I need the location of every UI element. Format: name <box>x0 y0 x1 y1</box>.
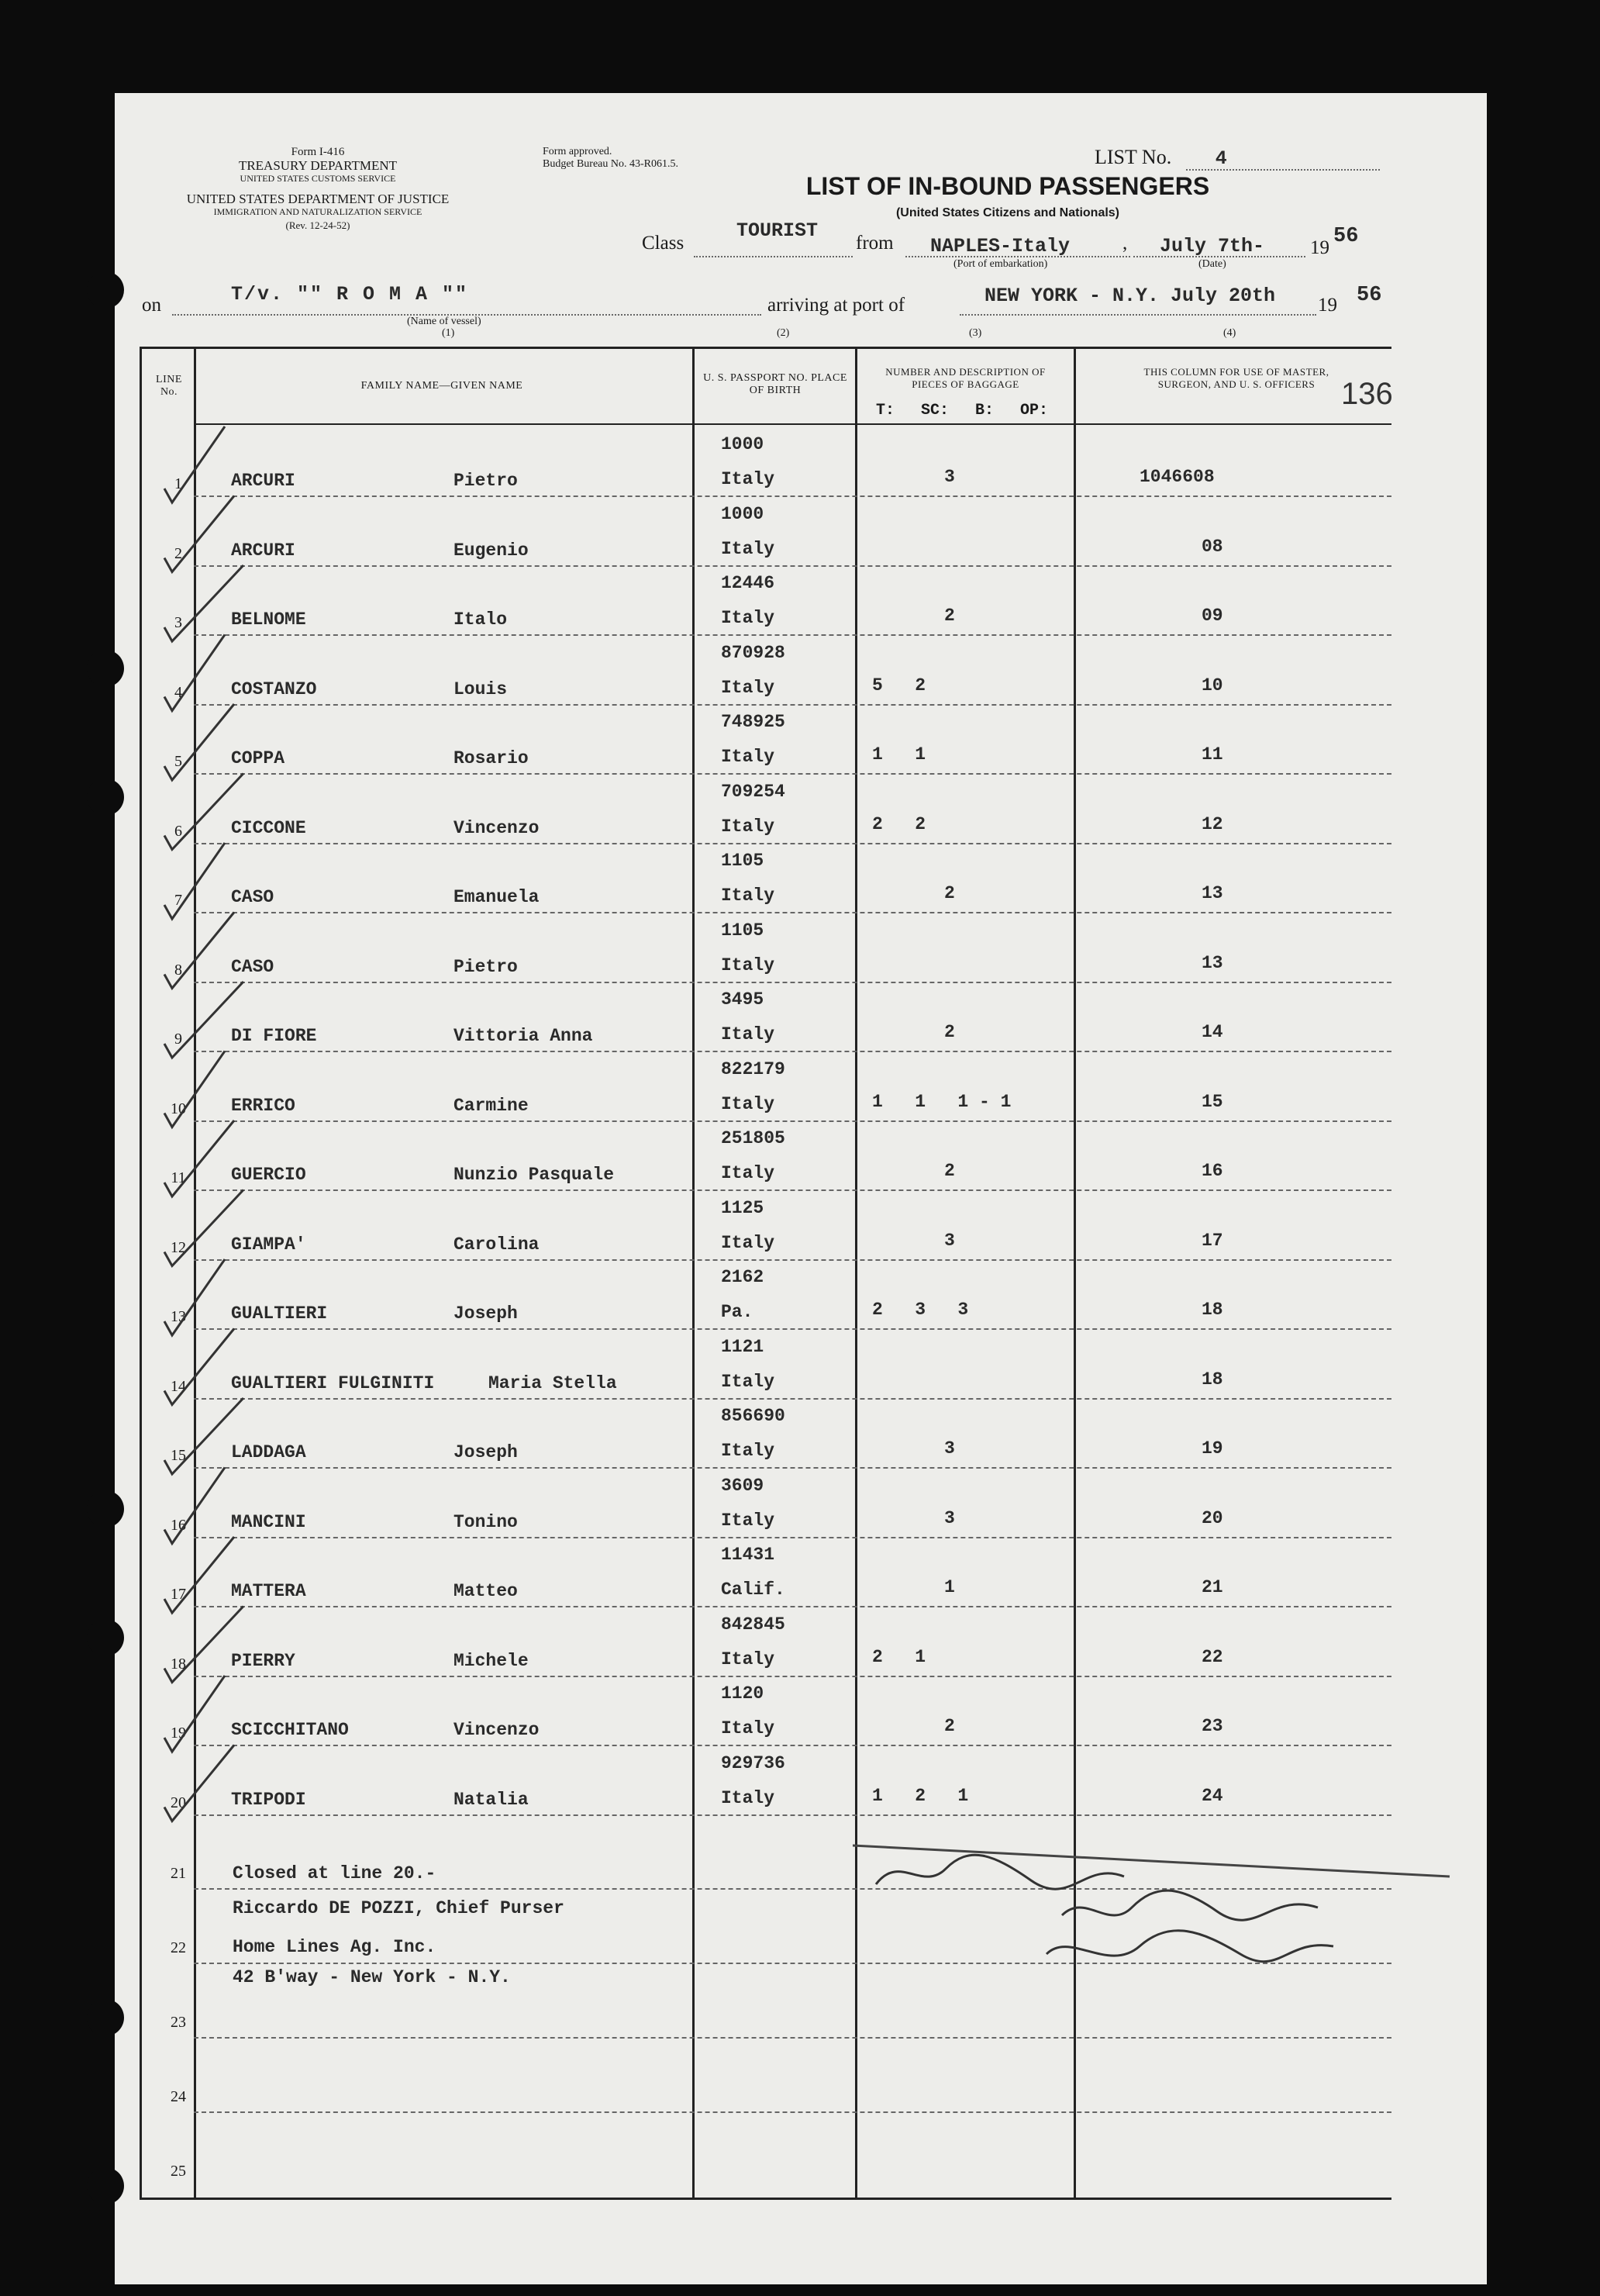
line-number: 8 <box>174 961 182 979</box>
line-number: 19 <box>171 1725 186 1742</box>
treasury-title: TREASURY DEPARTMENT <box>238 158 398 173</box>
line-number: 24 <box>171 2088 186 2105</box>
given-name: Matteo <box>453 1581 518 1601</box>
baggage-count: 2 <box>944 1716 955 1736</box>
class-value: TOURIST <box>736 219 819 242</box>
officer-entry: 10 <box>1202 675 1223 696</box>
arriving-label: arriving at port of <box>767 295 905 316</box>
passport-number: 1000 <box>721 434 764 454</box>
baggage-count: 2 <box>944 1022 955 1042</box>
line-number: 20 <box>171 1794 186 1811</box>
row-divider <box>194 565 1391 567</box>
family-name: COPPA <box>231 748 285 768</box>
baggage-column-number: (3) <box>969 327 982 339</box>
passport-header: U. S. PASSPORT NO. PLACE OF BIRTH <box>703 372 847 396</box>
officer-entry: 15 <box>1202 1091 1223 1112</box>
passport-number: 3495 <box>721 989 764 1010</box>
row-divider <box>194 1814 1391 1816</box>
row-divider <box>194 843 1391 844</box>
officer-entry: 14 <box>1202 1022 1223 1042</box>
passport-number: 748925 <box>721 712 785 732</box>
approval-block <box>543 146 678 171</box>
check-mark <box>164 635 225 711</box>
class-dots <box>694 256 853 257</box>
officer-entry: 18 <box>1202 1369 1223 1390</box>
officer-entry: 23 <box>1202 1716 1223 1736</box>
family-name: ARCURI <box>231 471 295 491</box>
table-top-border <box>140 347 1391 349</box>
baggage-count: 3 <box>944 467 955 487</box>
given-name: Joseph <box>453 1442 518 1462</box>
row-divider <box>194 1259 1391 1261</box>
row-divider <box>194 1051 1391 1052</box>
passport-number: 3609 <box>721 1475 764 1496</box>
line-number: 3 <box>174 614 182 631</box>
family-name: GUERCIO <box>231 1165 306 1185</box>
given-name: Italo <box>453 609 508 630</box>
place-of-birth: Italy <box>721 1441 775 1461</box>
arrival-dots <box>960 314 1316 316</box>
place-of-birth: Italy <box>721 747 775 767</box>
line-number: 1 <box>174 475 182 492</box>
officer-entry: 17 <box>1202 1230 1223 1251</box>
embark-date-value: July 7th- <box>1160 235 1265 257</box>
vessel-name: T/v. "" R O M A "" <box>231 283 469 306</box>
line-number: 10 <box>171 1100 186 1117</box>
officer-entry: 13 <box>1202 952 1223 973</box>
treasury-block <box>194 146 442 185</box>
baggage-count: 1 <box>944 1577 955 1597</box>
check-mark <box>164 774 243 850</box>
line-number: 14 <box>171 1377 186 1395</box>
family-name: GUALTIERI <box>231 1303 328 1324</box>
passport-number: 251805 <box>721 1128 785 1148</box>
binder-hole <box>87 1999 124 2036</box>
closing-line-2: Riccardo DE POZZI, Chief Purser <box>233 1898 564 1918</box>
binder-hole <box>87 650 124 687</box>
place-of-birth: Italy <box>721 677 775 698</box>
family-name: DI FIORE <box>231 1026 317 1046</box>
place-of-birth: Italy <box>721 1024 775 1044</box>
baggage-count: 2 1 <box>872 1646 926 1667</box>
place-of-birth: Italy <box>721 1787 775 1808</box>
place-of-birth: Italy <box>721 1232 775 1253</box>
check-mark <box>164 1607 243 1683</box>
arrival-year-prefix: 19 <box>1318 295 1337 316</box>
line-number: 4 <box>174 683 182 701</box>
check-mark <box>164 496 234 572</box>
place-of-birth: Italy <box>721 886 775 906</box>
from-label: from <box>856 233 894 254</box>
place-of-birth: Italy <box>721 469 775 489</box>
place-of-birth: Italy <box>721 1718 775 1738</box>
place-of-birth: Italy <box>721 1163 775 1183</box>
officer-column-number: (4) <box>1223 327 1236 339</box>
place-of-birth: Italy <box>721 816 775 837</box>
check-mark <box>164 426 225 502</box>
table-bottom-border <box>140 2198 1391 2200</box>
date-caption: (Date) <box>1198 258 1226 270</box>
check-mark <box>164 1051 225 1127</box>
binder-hole <box>87 2167 124 2205</box>
ins-title: IMMIGRATION AND NATURALIZATION SERVICE <box>213 206 422 217</box>
given-name: Vincenzo <box>453 817 540 838</box>
family-name: CASO <box>231 956 274 977</box>
baggage-header: NUMBER AND DESCRIPTION OF PIECES OF BAGGAGE <box>885 366 1046 390</box>
binder-hole <box>87 1490 124 1528</box>
place-of-birth: Italy <box>721 1093 775 1114</box>
customs-service: UNITED STATES CUSTOMS SERVICE <box>240 173 396 184</box>
given-name: Rosario <box>453 748 529 768</box>
name-column-border <box>692 347 695 2200</box>
tally-check-marks <box>155 419 333 1877</box>
check-mark <box>164 565 243 641</box>
passport-number: 2162 <box>721 1267 764 1287</box>
baggage-count: 2 <box>944 883 955 903</box>
line-number: 25 <box>171 2163 186 2180</box>
justice-title: UNITED STATES DEPARTMENT OF JUSTICE <box>186 192 450 206</box>
place-of-birth: Italy <box>721 955 775 975</box>
check-mark <box>164 913 234 989</box>
line-number: 12 <box>171 1238 186 1256</box>
line-number: 21 <box>171 1865 186 1882</box>
place-of-birth: Calif. <box>721 1580 785 1600</box>
form-number: Form I-416 <box>291 146 345 158</box>
row-divider <box>194 704 1391 706</box>
row-divider <box>194 912 1391 913</box>
check-mark <box>164 1190 243 1266</box>
page-title: LIST OF IN-BOUND PASSENGERS <box>805 172 1210 200</box>
port-embarkation-value: NAPLES-Italy <box>930 235 1071 257</box>
baggage-count: 1 1 <box>872 744 926 765</box>
baggage-count: 2 3 3 <box>872 1300 969 1320</box>
officer-entry: 19 <box>1202 1438 1223 1459</box>
port-caption: (Port of embarkation) <box>953 258 1048 270</box>
officer-entry: 21 <box>1202 1577 1223 1597</box>
given-name: Nunzio Pasquale <box>453 1165 615 1185</box>
line-number: 7 <box>174 892 182 909</box>
given-name: Pietro <box>453 471 518 491</box>
baggage-codes-header: T: SC: B: OP: <box>876 402 1049 419</box>
row-divider <box>194 2111 1391 2113</box>
passport-number: 856690 <box>721 1406 785 1426</box>
line-number: 16 <box>171 1516 186 1534</box>
passport-number: 929736 <box>721 1752 785 1773</box>
baggage-count: 3 <box>944 1438 955 1459</box>
binder-hole <box>87 1619 124 1656</box>
family-name: GIAMPA' <box>231 1234 306 1255</box>
line-number: 15 <box>171 1447 186 1464</box>
check-mark <box>164 1120 234 1196</box>
passport-number: 822179 <box>721 1058 785 1079</box>
passport-number: 709254 <box>721 781 785 802</box>
given-name: Emanuela <box>453 887 540 907</box>
place-of-birth: Italy <box>721 538 775 559</box>
passport-number: 842845 <box>721 1614 785 1635</box>
place-of-birth: Italy <box>721 608 775 628</box>
check-mark <box>164 982 243 1058</box>
comma: , <box>1122 233 1128 254</box>
baggage-count: 2 <box>944 1161 955 1181</box>
row-divider <box>194 773 1391 775</box>
check-mark <box>164 1329 234 1405</box>
given-name: Maria Stella <box>488 1372 617 1393</box>
place-of-birth: Italy <box>721 1510 775 1531</box>
row-divider <box>194 1398 1391 1400</box>
row-divider <box>194 1328 1391 1330</box>
passport-number: 1121 <box>721 1336 764 1357</box>
given-name: Carmine <box>453 1095 529 1116</box>
officer-entry: 16 <box>1202 1161 1223 1181</box>
baggage-count: 2 2 <box>872 813 926 834</box>
line-number: 9 <box>174 1031 182 1048</box>
row-divider <box>194 495 1391 497</box>
given-name: Carolina <box>453 1234 540 1255</box>
family-name: COSTANZO <box>231 678 317 699</box>
row-divider <box>194 2037 1391 2039</box>
revision-date: (Rev. 12-24-52) <box>285 219 350 231</box>
line-number: 11 <box>171 1169 186 1186</box>
officer-entry: 24 <box>1202 1785 1223 1806</box>
family-name: GUALTIERI FULGINITI <box>231 1372 435 1393</box>
line-number: 22 <box>171 1939 186 1956</box>
check-mark <box>164 704 234 780</box>
place-of-birth: Pa. <box>721 1302 753 1322</box>
officer-entry: 1046608 <box>1140 467 1215 487</box>
check-mark <box>164 1745 234 1821</box>
family-name: CICCONE <box>231 817 306 838</box>
justice-block <box>140 192 496 232</box>
family-name: TRIPODI <box>231 1789 306 1810</box>
class-label: Class <box>642 233 684 254</box>
baggage-count: 3 <box>944 1507 955 1528</box>
arrival-year: 56 <box>1357 284 1382 307</box>
year-prefix: 19 <box>1310 237 1329 258</box>
family-name: BELNOME <box>231 609 306 630</box>
officer-entry: 22 <box>1202 1646 1223 1667</box>
line-number: 13 <box>171 1308 186 1325</box>
baggage-count: 2 <box>944 606 955 626</box>
row-divider <box>194 1120 1391 1122</box>
date-dots <box>1133 256 1305 257</box>
line-no-header: LINE No. <box>156 374 182 398</box>
list-no-dots <box>1186 169 1380 171</box>
passport-number: 1000 <box>721 503 764 524</box>
baggage-count: 1 2 1 <box>872 1785 969 1806</box>
closing-line-3: Home Lines Ag. Inc. <box>233 1937 436 1957</box>
binder-hole <box>87 271 124 309</box>
year-value: 56 <box>1333 225 1359 248</box>
check-mark <box>164 843 225 919</box>
from-dots <box>905 256 1130 257</box>
row-divider <box>194 1676 1391 1677</box>
line-number: 18 <box>171 1655 186 1673</box>
officer-entry: 20 <box>1202 1507 1223 1528</box>
officers-header: THIS COLUMN FOR USE OF MASTER, SURGEON, AND U. S. OFFICERS <box>1143 366 1329 390</box>
check-mark <box>164 1468 225 1544</box>
passport-number: 870928 <box>721 642 785 663</box>
officer-entry: 12 <box>1202 813 1223 834</box>
binder-hole <box>87 779 124 816</box>
arrival-port-date: NEW YORK - N.Y. July 20th <box>984 285 1276 307</box>
name-header: FAMILY NAME—GIVEN NAME <box>360 380 523 392</box>
given-name: Eugenio <box>453 540 529 561</box>
row-divider <box>194 982 1391 983</box>
baggage-count: 3 <box>944 1230 955 1251</box>
line-number: 23 <box>171 2014 186 2031</box>
place-of-birth: Italy <box>721 1649 775 1669</box>
page-number: 136 <box>1341 377 1393 411</box>
given-name: Michele <box>453 1650 529 1671</box>
officer-entry: 08 <box>1202 536 1223 557</box>
family-name: LADDAGA <box>231 1442 306 1462</box>
line-number: 2 <box>174 544 182 562</box>
passport-number: 1125 <box>721 1197 764 1218</box>
vessel-column-number: (1) <box>442 327 455 339</box>
vessel-caption: (Name of vessel) <box>407 316 481 327</box>
row-divider <box>194 634 1391 636</box>
officer-entry: 13 <box>1202 883 1223 903</box>
check-mark <box>164 1537 234 1613</box>
place-of-birth: Italy <box>721 1371 775 1392</box>
list-number <box>1095 146 1227 170</box>
list-no-label: LIST No. <box>1095 146 1172 168</box>
passport-number: 1105 <box>721 851 764 871</box>
line-number: 17 <box>171 1586 186 1603</box>
passport-number: 1105 <box>721 920 764 941</box>
officer-entry: 11 <box>1202 744 1223 765</box>
given-name: Natalia <box>453 1789 529 1810</box>
check-mark <box>164 1676 225 1752</box>
family-name: CASO <box>231 887 274 907</box>
family-name: MATTERA <box>231 1581 306 1601</box>
family-name: ERRICO <box>231 1095 295 1116</box>
baggage-count: 5 2 <box>872 675 926 696</box>
given-name: Louis <box>453 678 508 699</box>
family-name: MANCINI <box>231 1511 306 1532</box>
on-label: on <box>142 295 161 316</box>
check-mark <box>164 1398 243 1474</box>
officer-entry: 18 <box>1202 1300 1223 1320</box>
baggage-count: 1 1 1 - 1 <box>872 1091 1012 1112</box>
given-name: Vittoria Anna <box>453 1026 593 1046</box>
row-divider <box>194 1537 1391 1538</box>
given-name: Vincenzo <box>453 1720 540 1740</box>
page-subtitle: (United States Citizens and Nationals) <box>895 206 1120 219</box>
row-divider <box>194 1189 1391 1191</box>
list-no-value: 4 <box>1215 147 1227 170</box>
given-name: Joseph <box>453 1303 518 1324</box>
line-number: 5 <box>174 753 182 770</box>
passport-number: 12446 <box>721 573 775 593</box>
row-divider <box>194 1467 1391 1469</box>
family-name: SCICCHITANO <box>231 1720 349 1740</box>
line-number: 6 <box>174 822 182 840</box>
given-name: Pietro <box>453 956 518 977</box>
check-mark <box>164 1259 225 1335</box>
family-name: ARCURI <box>231 540 295 561</box>
given-name: Tonino <box>453 1511 518 1532</box>
officer-entry: 09 <box>1202 606 1223 626</box>
row-divider <box>194 1606 1391 1607</box>
table-left-border <box>140 347 142 2200</box>
closing-line-1: Closed at line 20.- <box>233 1863 436 1883</box>
passport-number: 1120 <box>721 1683 764 1704</box>
approval-line: Form approved. <box>543 146 612 157</box>
family-name: PIERRY <box>231 1650 295 1671</box>
header-bottom-border <box>194 423 1391 425</box>
row-divider <box>194 1745 1391 1746</box>
closing-line-4: 42 B'way - New York - N.Y. <box>233 1967 511 1987</box>
passport-column-number: (2) <box>777 327 790 339</box>
budget-bureau: Budget Bureau No. 43-R061.5. <box>543 158 678 170</box>
passport-number: 11431 <box>721 1545 775 1565</box>
